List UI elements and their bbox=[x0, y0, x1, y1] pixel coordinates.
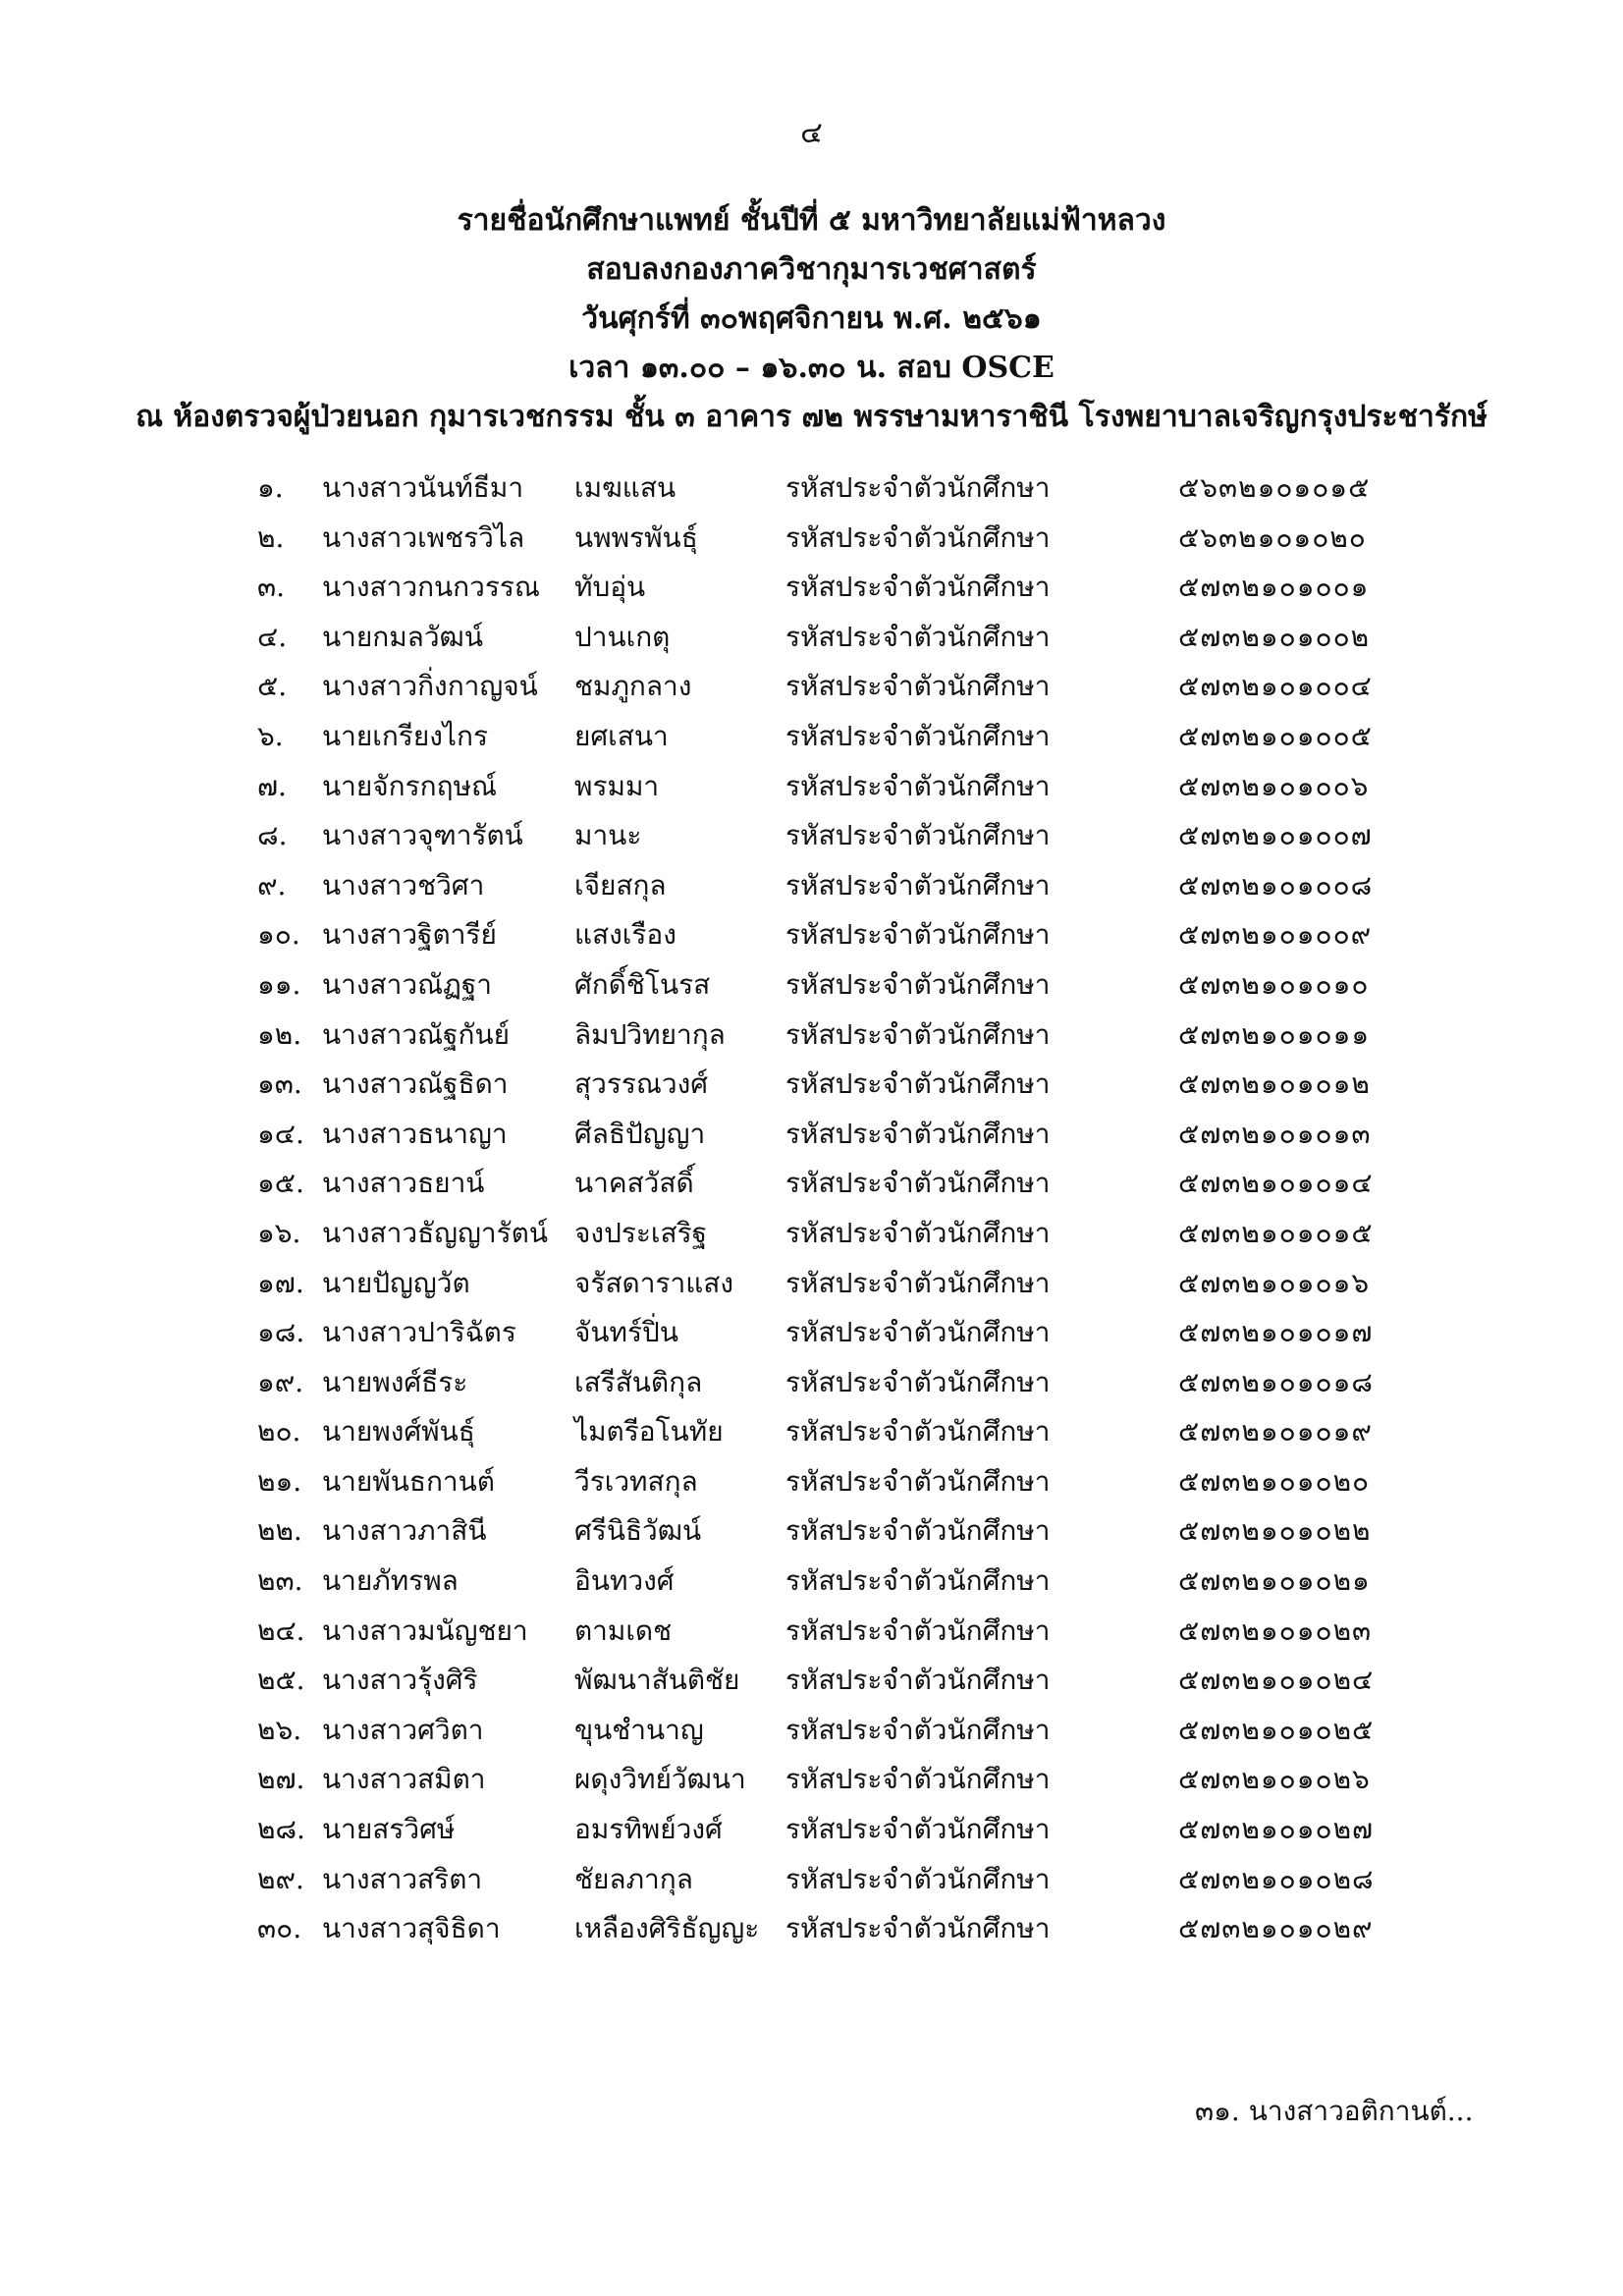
student-id: ๕๗๓๒๑๐๑๐๒๒ bbox=[1178, 1514, 1372, 1548]
student-number: ๘. bbox=[257, 819, 288, 852]
student-id-label: รหัสประจำตัวนักศึกษา bbox=[785, 719, 1051, 752]
list-item bbox=[0, 712, 1623, 762]
student-first-name: นางสาวธยาน์ bbox=[322, 1167, 485, 1200]
student-id: ๕๖๓๒๑๐๑๐๑๕ bbox=[1178, 471, 1371, 504]
student-id: ๕๗๓๒๑๐๑๐๑๒ bbox=[1178, 1067, 1371, 1101]
student-id-label: รหัสประจำตัวนักศึกษา bbox=[785, 868, 1051, 902]
student-first-name: นางสาวสริตา bbox=[322, 1862, 483, 1895]
student-last-name: เมฆแสน bbox=[574, 471, 676, 504]
student-first-name: นายภัทรพล bbox=[322, 1564, 459, 1598]
student-first-name: นางสาวธัญญารัตน์ bbox=[322, 1216, 548, 1249]
student-first-name: นางสาวชวิศา bbox=[322, 868, 485, 902]
student-id-label: รหัสประจำตัวนักศึกษา bbox=[785, 670, 1051, 703]
list-item bbox=[0, 1308, 1623, 1358]
student-last-name: จรัสดาราแสง bbox=[574, 1266, 734, 1299]
student-first-name: นางสาวณัฏฐา bbox=[322, 967, 493, 1001]
list-item bbox=[0, 1706, 1623, 1756]
student-last-name: ลิมปวิทยากุล bbox=[574, 1017, 726, 1051]
student-id-label: รหัสประจำตัวนักศึกษา bbox=[785, 1216, 1051, 1249]
student-last-name: ชมภูกลาง bbox=[574, 670, 692, 703]
student-last-name: ผดุงวิทย์วัฒนา bbox=[574, 1763, 746, 1796]
student-id: ๕๖๓๒๑๐๑๐๒๐ bbox=[1178, 520, 1367, 554]
student-id-label: รหัสประจำตัวนักศึกษา bbox=[785, 918, 1051, 952]
student-last-name: จงประเสริฐ bbox=[574, 1216, 708, 1249]
student-id: ๕๗๓๒๑๐๑๐๒๗ bbox=[1178, 1813, 1375, 1846]
student-id-label: รหัสประจำตัวนักศึกษา bbox=[785, 1415, 1051, 1449]
list-item bbox=[0, 1011, 1623, 1061]
student-last-name: ขุนชำนาญ bbox=[574, 1713, 704, 1746]
student-number: ๒๐. bbox=[257, 1415, 301, 1449]
header-time: เวลา ๑๓.๐๐ – ๑๖.๓๐ น. สอบ OSCE bbox=[568, 351, 1055, 385]
student-last-name: พัฒนาสันติชัย bbox=[574, 1664, 740, 1697]
list-item bbox=[0, 1904, 1623, 1954]
student-last-name: จันทร์ปิ่น bbox=[574, 1316, 678, 1349]
student-id: ๕๗๓๒๑๐๑๐๒๕ bbox=[1178, 1713, 1375, 1746]
list-item bbox=[0, 464, 1623, 514]
student-id: ๕๗๓๒๑๐๑๐๑๓ bbox=[1178, 1117, 1372, 1150]
student-last-name: ไมตรีอโนทัย bbox=[574, 1415, 724, 1449]
header-subject: สอบลงกองภาควิชากุมารเวชศาสตร์ bbox=[586, 252, 1037, 287]
student-first-name: นายปัญญวัต bbox=[322, 1266, 470, 1299]
student-last-name: ตามเดช bbox=[574, 1613, 673, 1647]
student-id-label: รหัสประจำตัวนักศึกษา bbox=[785, 1862, 1051, 1895]
list-item bbox=[0, 1209, 1623, 1259]
student-first-name: นางสาวณัฐธิดา bbox=[322, 1067, 509, 1101]
student-number: ๑๘. bbox=[257, 1316, 305, 1349]
student-number: ๓. bbox=[257, 571, 286, 604]
list-item bbox=[0, 1407, 1623, 1457]
student-id: ๕๗๓๒๑๐๑๐๑๘ bbox=[1178, 1365, 1374, 1398]
list-item bbox=[0, 762, 1623, 812]
student-first-name: นางสาวฐิตารีย์ bbox=[322, 918, 497, 952]
student-id: ๕๗๓๒๑๐๑๐๒๑ bbox=[1178, 1564, 1371, 1598]
student-id: ๕๗๓๒๑๐๑๐๐๔ bbox=[1178, 670, 1373, 703]
student-last-name: แสงเรือง bbox=[574, 918, 676, 952]
student-first-name: นายกมลวัฒน์ bbox=[322, 620, 483, 653]
student-number: ๓๐. bbox=[257, 1912, 302, 1945]
student-last-name: ชัยลภากุล bbox=[574, 1862, 693, 1895]
student-id: ๕๗๓๒๑๐๑๐๑๔ bbox=[1178, 1167, 1374, 1200]
student-id: ๕๗๓๒๑๐๑๐๒๘ bbox=[1178, 1862, 1375, 1895]
student-id-label: รหัสประจำตัวนักศึกษา bbox=[785, 1167, 1051, 1200]
student-id-label: รหัสประจำตัวนักศึกษา bbox=[785, 1117, 1051, 1150]
student-first-name: นางสาวกนกวรรณ bbox=[322, 571, 540, 604]
student-first-name: นางสาวมนัญชยา bbox=[322, 1613, 528, 1647]
student-id-label: รหัสประจำตัวนักศึกษา bbox=[785, 620, 1051, 653]
header-title: รายชื่อนักศึกษาแพทย์ ชั้นปีที่ ๕ มหาวิทยาลัยแม่ฟ้าหลวง bbox=[457, 203, 1166, 238]
student-number: ๙. bbox=[257, 868, 287, 902]
student-number: ๒๓. bbox=[257, 1564, 303, 1598]
student-last-name: วีรเวทสกุล bbox=[574, 1464, 698, 1498]
student-number: ๒๗. bbox=[257, 1763, 305, 1796]
student-first-name: นายเกรียงไกร bbox=[322, 719, 488, 752]
student-first-name: นายพันธกานต์ bbox=[322, 1464, 495, 1498]
list-item bbox=[0, 1805, 1623, 1855]
student-first-name: นางสาวสุจิธิดา bbox=[322, 1912, 501, 1945]
student-last-name: มานะ bbox=[574, 819, 642, 852]
student-first-name: นางสาวธนาญา bbox=[322, 1117, 508, 1150]
student-first-name: นายจักรกฤษณ์ bbox=[322, 769, 498, 802]
list-item bbox=[0, 1457, 1623, 1507]
student-number: ๑๖. bbox=[257, 1216, 301, 1249]
student-first-name: นายสรวิศษ์ bbox=[322, 1813, 456, 1846]
student-id-label: รหัสประจำตัวนักศึกษา bbox=[785, 1514, 1051, 1548]
list-item bbox=[0, 1607, 1623, 1657]
student-last-name: ศีลธิปัญญา bbox=[574, 1117, 706, 1150]
student-id-label: รหัสประจำตัวนักศึกษา bbox=[785, 471, 1051, 504]
student-id-label: รหัสประจำตัวนักศึกษา bbox=[785, 520, 1051, 554]
student-first-name: นายพงศ์พันธุ์ bbox=[322, 1415, 475, 1449]
student-first-name: นางสาวเพชรวิไล bbox=[322, 520, 525, 554]
student-list bbox=[0, 464, 1623, 1954]
list-item bbox=[0, 1110, 1623, 1160]
student-last-name: ทับอุ่น bbox=[574, 571, 646, 604]
student-first-name: นางสาวปาริฉัตร bbox=[322, 1316, 516, 1349]
student-last-name: นาคสวัสดิ์ bbox=[574, 1167, 694, 1200]
student-last-name: นพพรพันธุ์ bbox=[574, 520, 698, 554]
list-item bbox=[0, 1557, 1623, 1607]
student-id: ๕๗๓๒๑๐๑๐๐๗ bbox=[1178, 819, 1373, 852]
student-id: ๕๗๓๒๑๐๑๐๐๑ bbox=[1178, 571, 1370, 604]
student-id: ๕๗๓๒๑๐๑๐๐๕ bbox=[1178, 719, 1373, 752]
student-id: ๕๗๓๒๑๐๑๐๒๖ bbox=[1178, 1763, 1371, 1796]
student-number: ๔. bbox=[257, 620, 288, 653]
student-last-name: เสรีสันติกุล bbox=[574, 1365, 703, 1398]
student-first-name: นางสาวนันท์ธีมา bbox=[322, 471, 524, 504]
student-id-label: รหัสประจำตัวนักศึกษา bbox=[785, 1713, 1051, 1746]
student-first-name: นางสาวสมิตา bbox=[322, 1763, 486, 1796]
student-number: ๗. bbox=[257, 769, 287, 802]
student-number: ๑. bbox=[257, 471, 284, 504]
student-number: ๒๒. bbox=[257, 1514, 302, 1548]
student-number: ๒๖. bbox=[257, 1713, 302, 1746]
list-item bbox=[0, 1755, 1623, 1805]
student-id-label: รหัสประจำตัวนักศึกษา bbox=[785, 1912, 1051, 1945]
list-item bbox=[0, 514, 1623, 564]
student-number: ๑๙. bbox=[257, 1365, 304, 1398]
student-id-label: รหัสประจำตัวนักศึกษา bbox=[785, 1664, 1051, 1697]
student-id-label: รหัสประจำตัวนักศึกษา bbox=[785, 1813, 1051, 1846]
student-id-label: รหัสประจำตัวนักศึกษา bbox=[785, 967, 1051, 1001]
student-id-label: รหัสประจำตัวนักศึกษา bbox=[785, 1464, 1051, 1498]
student-last-name: เหลืองศิริธัญญะ bbox=[574, 1912, 760, 1945]
student-first-name: นางสาวณัฐกันย์ bbox=[322, 1017, 510, 1051]
student-last-name: ยศเสนา bbox=[574, 719, 669, 752]
student-id: ๕๗๓๒๑๐๑๐๑๐ bbox=[1178, 967, 1370, 1001]
student-number: ๑๗. bbox=[257, 1266, 304, 1299]
student-last-name: อมรทิพย์วงศ์ bbox=[574, 1813, 723, 1846]
student-id: ๕๗๓๒๑๐๑๐๑๗ bbox=[1178, 1316, 1374, 1349]
list-item bbox=[0, 563, 1623, 613]
student-id-label: รหัสประจำตัวนักศึกษา bbox=[785, 819, 1051, 852]
header-location: ณ ห้องตรวจผู้ป่วยนอก กุมารเวชกรรม ชั้น ๓ อาคาร ๗๒ พรรษามหาราชินี โรงพยาบาลเจริญกรุงประชารักษ์ bbox=[135, 400, 1488, 434]
student-id-label: รหัสประจำตัวนักศึกษา bbox=[785, 571, 1051, 604]
list-item bbox=[0, 1656, 1623, 1706]
student-id-label: รหัสประจำตัวนักศึกษา bbox=[785, 1017, 1051, 1051]
student-id-label: รหัสประจำตัวนักศึกษา bbox=[785, 1316, 1051, 1349]
student-id-label: รหัสประจำตัวนักศึกษา bbox=[785, 1613, 1051, 1647]
student-number: ๑๓. bbox=[257, 1067, 302, 1101]
student-id: ๕๗๓๒๑๐๑๐๑๑ bbox=[1178, 1017, 1371, 1051]
student-number: ๒๙. bbox=[257, 1862, 304, 1895]
student-last-name: ศักดิ์ชิโนรส bbox=[574, 967, 711, 1001]
list-item bbox=[0, 662, 1623, 712]
student-number: ๑๒. bbox=[257, 1017, 302, 1051]
student-number: ๒๑. bbox=[257, 1464, 302, 1498]
student-first-name: นางสาวรุ้งศิริ bbox=[322, 1664, 478, 1697]
student-id: ๕๗๓๒๑๐๑๐๒๐ bbox=[1178, 1464, 1371, 1498]
list-item bbox=[0, 1855, 1623, 1905]
student-id-label: รหัสประจำตัวนักศึกษา bbox=[785, 1564, 1051, 1598]
student-id: ๕๗๓๒๑๐๑๐๐๘ bbox=[1178, 868, 1374, 902]
student-id: ๕๗๓๒๑๐๑๐๐๙ bbox=[1178, 918, 1373, 952]
list-item bbox=[0, 1506, 1623, 1557]
page-number: ๔ bbox=[800, 116, 823, 150]
list-item bbox=[0, 910, 1623, 960]
student-last-name: เจียสกุล bbox=[574, 868, 667, 902]
list-item bbox=[0, 1358, 1623, 1408]
student-id: ๕๗๓๒๑๐๑๐๐๖ bbox=[1178, 769, 1370, 802]
student-id: ๕๗๓๒๑๐๑๐๑๕ bbox=[1178, 1216, 1374, 1249]
list-item bbox=[0, 960, 1623, 1011]
student-number: ๑๐. bbox=[257, 918, 300, 952]
list-item bbox=[0, 1159, 1623, 1209]
student-id-label: รหัสประจำตัวนักศึกษา bbox=[785, 1266, 1051, 1299]
student-number: ๑๑. bbox=[257, 967, 301, 1001]
student-number: ๒๕. bbox=[257, 1664, 305, 1697]
student-first-name: นางสาวศวิตา bbox=[322, 1713, 484, 1746]
student-number: ๕. bbox=[257, 670, 288, 703]
student-number: ๒๔. bbox=[257, 1613, 305, 1647]
student-first-name: นางสาวจุฑารัตน์ bbox=[322, 819, 523, 852]
list-item bbox=[0, 613, 1623, 663]
student-first-name: นางสาวกิ่งกาญจน์ bbox=[322, 670, 538, 703]
student-id: ๕๗๓๒๑๐๑๐๐๒ bbox=[1178, 620, 1371, 653]
document-header bbox=[0, 196, 1623, 442]
list-item bbox=[0, 861, 1623, 911]
student-last-name: อินทวงศ์ bbox=[574, 1564, 675, 1598]
header-date: วันศุกร์ที่ ๓๐พฤศจิกายน พ.ศ. ๒๕๖๑ bbox=[581, 301, 1042, 336]
student-number: ๑๕. bbox=[257, 1167, 304, 1200]
student-id: ๕๗๓๒๑๐๑๐๑๙ bbox=[1178, 1415, 1373, 1449]
student-number: ๒๘. bbox=[257, 1813, 305, 1846]
student-last-name: ปานเกตุ bbox=[574, 620, 671, 653]
student-last-name: พรมมา bbox=[574, 769, 660, 802]
student-number: ๒. bbox=[257, 520, 285, 554]
student-number: ๖. bbox=[257, 719, 284, 752]
continuation-note: ๓๑. นางสาวอติกานต์... bbox=[1195, 2095, 1474, 2127]
student-first-name: นางสาวภาสินี bbox=[322, 1514, 487, 1548]
student-id-label: รหัสประจำตัวนักศึกษา bbox=[785, 1763, 1051, 1796]
student-id: ๕๗๓๒๑๐๑๐๑๖ bbox=[1178, 1266, 1371, 1299]
student-id-label: รหัสประจำตัวนักศึกษา bbox=[785, 1365, 1051, 1398]
list-item bbox=[0, 1060, 1623, 1110]
student-number: ๑๔. bbox=[257, 1117, 304, 1150]
list-item bbox=[0, 811, 1623, 861]
student-id: ๕๗๓๒๑๐๑๐๒๓ bbox=[1178, 1613, 1373, 1647]
student-id-label: รหัสประจำตัวนักศึกษา bbox=[785, 769, 1051, 802]
student-last-name: ศรีนิธิวัฒน์ bbox=[574, 1514, 702, 1548]
student-id: ๕๗๓๒๑๐๑๐๒๔ bbox=[1178, 1664, 1375, 1697]
student-id: ๕๗๓๒๑๐๑๐๒๙ bbox=[1178, 1912, 1374, 1945]
student-first-name: นายพงศ์ธีระ bbox=[322, 1365, 468, 1398]
student-last-name: สุวรรณวงศ์ bbox=[574, 1067, 709, 1101]
student-id-label: รหัสประจำตัวนักศึกษา bbox=[785, 1067, 1051, 1101]
list-item bbox=[0, 1259, 1623, 1309]
